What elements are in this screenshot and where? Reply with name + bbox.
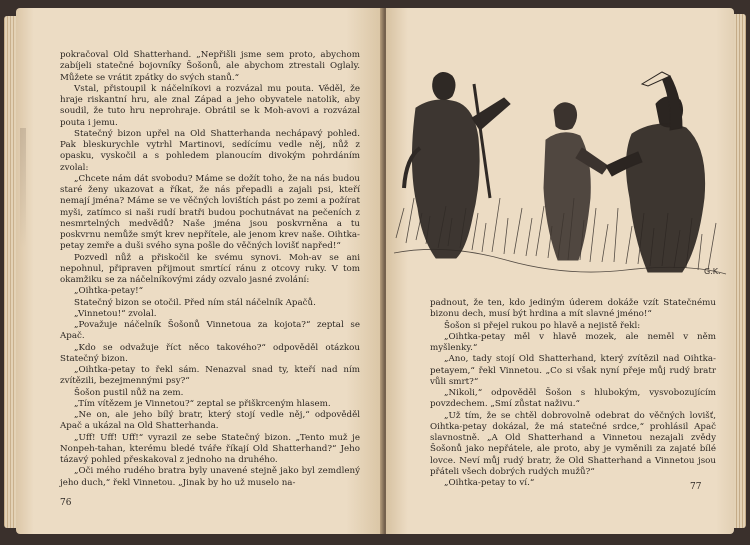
left-page-text <box>60 50 360 489</box>
illustration <box>386 48 734 288</box>
left-page <box>16 8 384 534</box>
paragraph: „Oihtka-petay to řekl sám. Nenazval snad ty, kteří nad ním zvítězili, bezejmennými psy?“ <box>60 365 360 387</box>
paragraph: „Kdo se odvažuje říct něco takového?“ odpověděl otázkou Statečný bizon. <box>60 342 360 364</box>
paragraph: „Chcete nám dát svobodu? Máme se dožít toho, že na nás budou staré ženy ukazovat a říkat, že nás přepadli a zajali psi, kteří nemají jména? Máme se ve věčných lovištích pást po zemi a požírat myši, zatímco si naši rudí bratři budou pochutnávat na pečeních z nesmrtelných medvědů? Naše jména jsou poskvrněna a tu poskvrnu nemůže smýt krev nepřítele, ale jenom krev naše. Oihtka-petay zemře a duši svého syna pošle do věčných lovišť napřed!“ <box>60 173 360 252</box>
paragraph: Pozvedl nůž a přiskočil ke svému synovi. Moh-av se ani nepohnul, připraven přijmout smrtící ránu z otcovy ruky. V tom okamžiku se za náčelníkovými zády ozvalo jasné zvolání: <box>60 252 360 285</box>
paragraph: „Oihtka-petay to ví.“ <box>444 478 535 488</box>
page-number: 77 <box>690 482 702 492</box>
paragraph: „Uff! Uff! Uff!“ vyrazil ze sebe Statečný bizon. „Tento muž je Nonpeh-tahan, kterému bledé tváře říkají Old Shatterhand?“ Jeho tázavý pohled přeskakoval z jednoho na druhého. <box>60 432 360 465</box>
paragraph: Statečný bizon upřel na Old Shatterhanda nechápavý pohled. Pak bleskurychle vytrhl Martinovi, sedícímu vedle něj, nůž z opasku, vyskočil a s pohledem planoucím divokým pohrdáním zvolal: <box>60 128 360 173</box>
paragraph: „Oči mého rudého bratra byly unavené stejně jako byl zemdlený jeho duch,“ řekl Vinnetou. „Jinak by ho už muselo na- <box>60 466 360 488</box>
paragraph: „Tím vítězem je Vinnetou?“ zeptal se přiškrceným hlasem. <box>74 398 331 409</box>
paragraph: „Ne on, ale jeho bílý bratr, který stojí vedle něj,“ odpověděl Apač a ukázal na Old Shatterhanda. <box>60 410 360 432</box>
paragraph: padnout, že ten, kdo jediným úderem dokáže vzít Statečnému bizonu dech, musí být hrdina a mít slavné jméno!“ <box>430 298 716 320</box>
paragraph: „Vinnetou!“ zvolal. <box>74 308 157 319</box>
figure-left-warrior <box>404 72 510 258</box>
paragraph: „Oihtka-petay měl v hlavě mozek, ale neměl v něm myšlenky.“ <box>430 331 716 353</box>
page-number: 76 <box>60 498 72 508</box>
right-page-text <box>430 298 716 489</box>
paragraph: Šošon si přejel rukou po hlavě a nejistě řekl: <box>444 320 641 331</box>
paragraph: „Už tím, že se chtěl dobrovolně odebrat do věčných lovišť, Oihtka-petay dokázal, že má statečné srdce,“ prohlásil Apač slavnostně. „A Old Shatterhand a Vinnetou nezajali zvědy Šošonů jako nepřátele, ale proto, aby je vyměnili za zajaté bílé lovce. Neví můj rudý bratr, že Old Shatterhand a Vinnetou jsou přáteli všech dobrých rudých mužů?“ <box>430 410 716 477</box>
page-edges-right <box>734 14 746 528</box>
paragraph: Statečný bizon se otočil. Před ním stál náčelník Apačů. <box>74 297 316 308</box>
paragraph: „Považuje náčelník Šošonů Vinnetoua za kojota?“ zeptal se Apač. <box>60 320 360 342</box>
paragraph: pokračoval Old Shatterhand. „Nepřišli jsme sem proto, abychom zabíjeli statečné bojovníky Šošonů, ale abychom ztrestali Oglaly. Můžete se vrátit zpátky do svých stanů.“ <box>60 50 360 83</box>
paragraph: Šošon pustil nůž na zem. <box>74 387 184 398</box>
figure-right-chief <box>606 76 705 272</box>
figure-middle-youth <box>544 103 608 260</box>
paragraph: „Oihtka-petay!“ <box>74 286 144 297</box>
paragraph: „Nikoli,“ odpověděl Šošon s hlubokým, vysvobozujícím povzdechem. „Smí zůstat naživu.“ <box>430 388 716 410</box>
paragraph: „Ano, tady stojí Old Shatterhand, který zvítězil nad Oihtka-petayem,“ řekl Vinnetou. „Co si však nyní přeje můj rudý bratr vůli smrt?“ <box>430 354 716 387</box>
page-edges-left <box>4 16 16 528</box>
paragraph: Vstal, přistoupil k náčelníkovi a rozvázal mu pouta. Věděl, že hraje riskantní hru, ale znal Západ a jeho obyvatele natolik, aby soudil, že tuto hru neprohraje. Obrátil se k Moh-avovi a rozvázal pouta i jemu. <box>60 83 360 128</box>
margin-shadow <box>20 128 26 248</box>
illustration-signature: G.K. <box>704 267 721 276</box>
right-page <box>386 8 734 534</box>
